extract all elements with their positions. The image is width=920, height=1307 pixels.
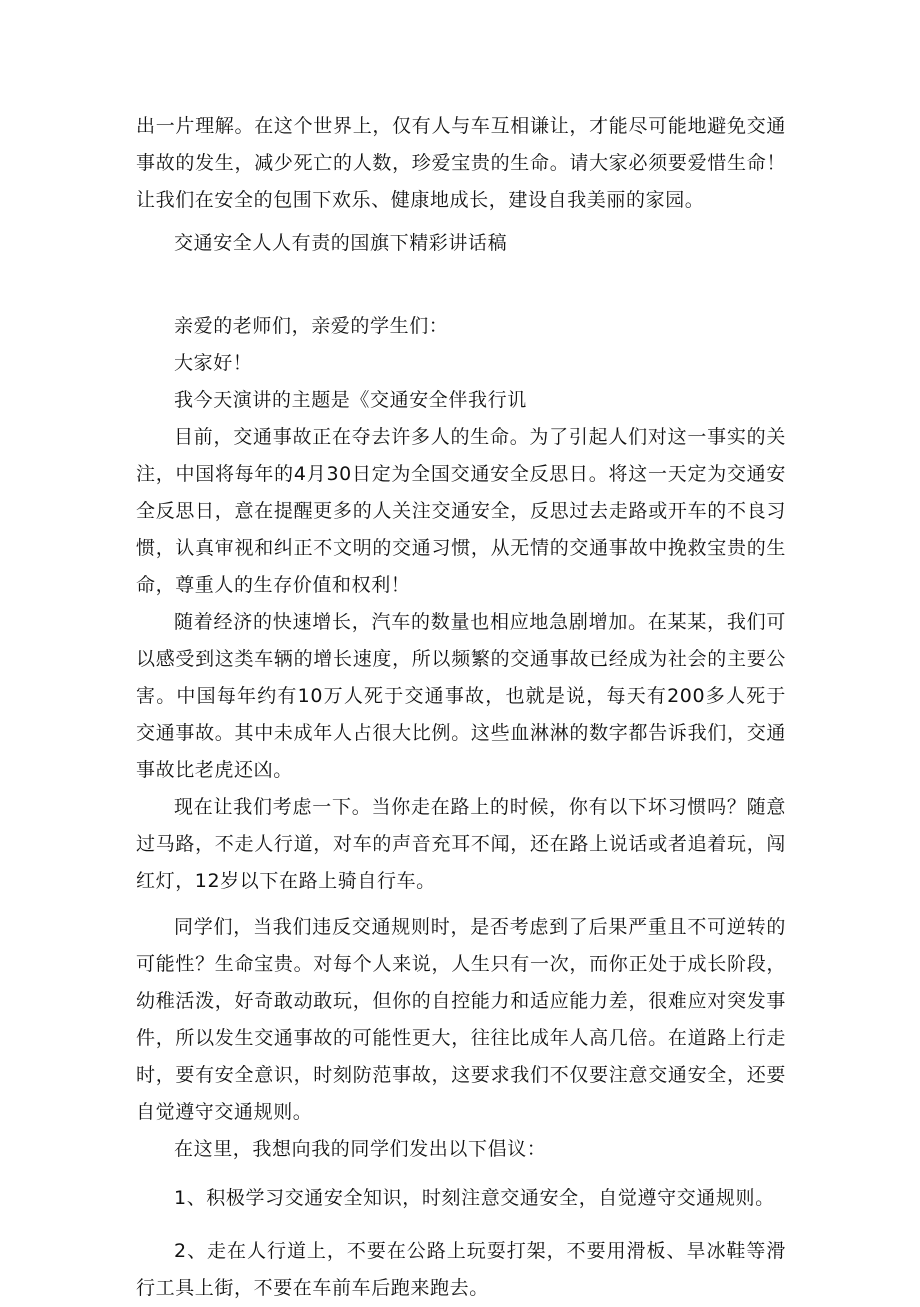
greeting-hello: 大家好！	[174, 352, 253, 374]
greeting-salutation: 亲爱的老师们，亲爱的学生们：	[174, 315, 449, 337]
paragraph-statistics: 随着经济的快速增长，汽车的数量也相应地急剧增加。在某某，我们可以感受到这类车辆的增长速度，所以频繁的交通事故已经成为社会的主要公害。中国每年约有10万人死于交通事故，也就是说，每天有200多人死于交通事故。其中未成年人占很大比例。这些血淋淋的数字都告诉我们，交通事故比老虎还凶。	[136, 611, 786, 781]
speech-title: 交通安全人人有责的国旗下精彩讲话稿	[174, 232, 508, 254]
proposal-item-1: 1、积极学习交通安全知识，时刻注意交通安全，自觉遵守交通规则。	[174, 1187, 775, 1209]
paragraph-intro: 出一片理解。在这个世界上，仅有人与车互相谦让，才能尽可能地避免交通事故的发生，减少死亡的人数，珍爱宝贵的生命。请大家必须要爱惜生命！让我们在安全的包围下欢乐、健康地成长，建设自我美丽的家园。	[136, 115, 786, 211]
proposal-item-2: 2、走在人行道上，不要在公路上玩耍打架，不要用滑板、旱冰鞋等滑行工具上街，不要在车前车后跑来跑去。	[136, 1240, 786, 1299]
paragraph-reflection-day: 目前，交通事故正在夺去许多人的生命。为了引起人们对这一事实的关注，中国将每年的4月30日定为全国交通安全反思日。将这一天定为交通安全反思日，意在提醒更多的人关注交通安全，反思过去走路或开车的不良习惯，认真审视和纠正不文明的交通习惯，从无情的交通事故中挽救宝贵的生命，尊重人的生存价值和权利！	[136, 426, 786, 596]
speech-topic: 我今天演讲的主题是《交通安全伴我行讥	[174, 389, 527, 411]
document-body	[136, 108, 786, 1307]
paragraph-consequences: 同学们，当我们违反交通规则时，是否考虑到了后果严重且不可逆转的可能性？生命宝贵。对每个人来说，人生只有一次，而你正处于成长阶段，幼稚活泼，好奇敢动敢玩，但你的自控能力和适应能力差，很难应对突发事件，所以发生交通事故的可能性更大，往往比成年人高几倍。在道路上行走时，要有安全意识，时刻防范事故，这要求我们不仅要注意交通安全，还要自觉遵守交通规则。	[136, 916, 786, 1123]
paragraph-proposal-intro: 在这里，我想向我的同学们发出以下倡议：	[174, 1138, 547, 1160]
paragraph-bad-habits: 现在让我们考虑一下。当你走在路上的时候，你有以下坏习惯吗？随意过马路，不走人行道，对车的声音充耳不闻，还在路上说话或者追着玩，闯红灯，12岁以下在路上骑自行车。	[136, 796, 786, 892]
